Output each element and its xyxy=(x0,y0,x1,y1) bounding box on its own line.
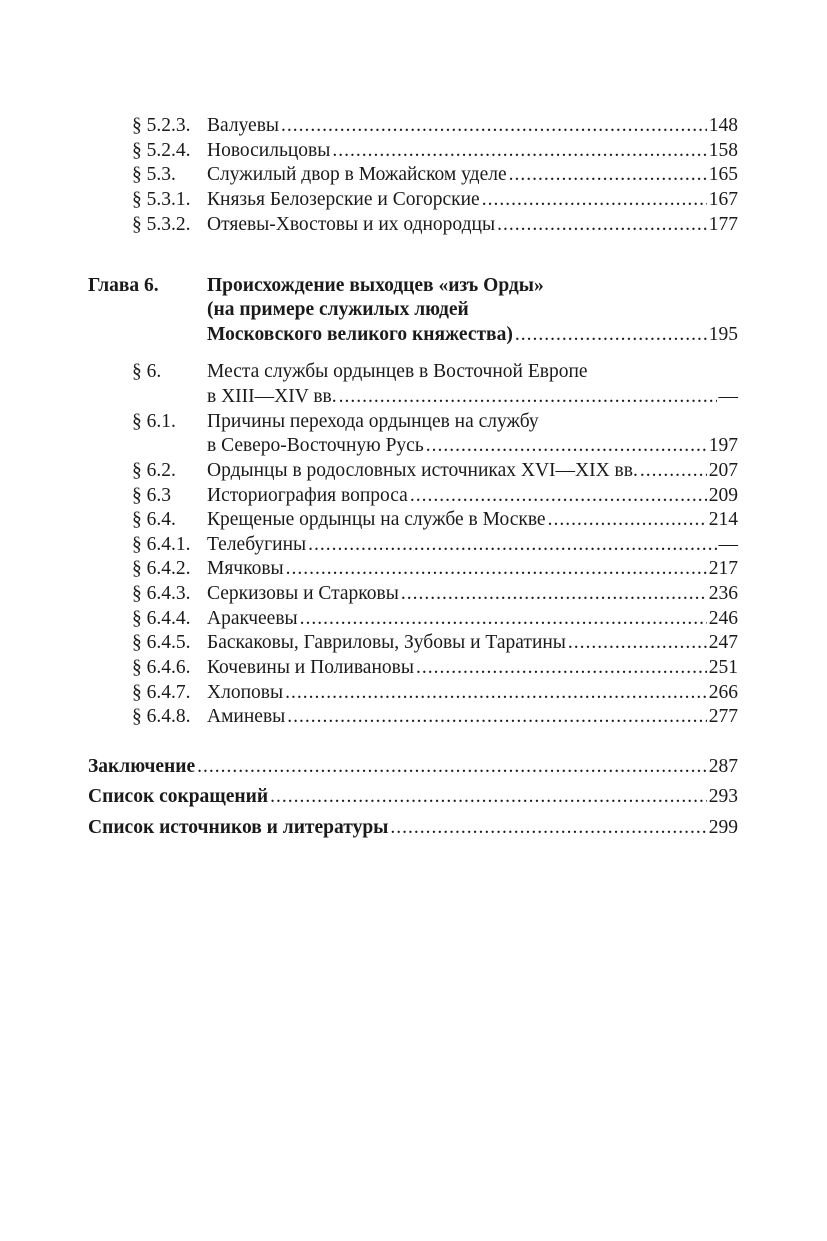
section-number: § 6.4.4. xyxy=(132,608,191,629)
leader-dots xyxy=(197,755,707,779)
leader-dots xyxy=(640,459,707,483)
chapter-title-line: (на примере служилых людей xyxy=(207,299,469,320)
section-number: § 6.4.7. xyxy=(132,682,191,703)
leader-dots xyxy=(497,213,707,237)
leader-dots xyxy=(390,816,706,840)
section-title: Князья Белозерские и Согорские xyxy=(207,189,480,210)
toc-entry xyxy=(88,139,738,163)
section-title: Ордынцы в родословных источниках XVI—XIX вв. xyxy=(207,460,638,481)
section-number: § 5.3.1. xyxy=(132,189,191,210)
section-title: Кочевины и Поливановы xyxy=(207,657,414,678)
page-number: 209 xyxy=(708,485,738,506)
page-number: 299 xyxy=(708,817,738,838)
section-title: Историография вопроса xyxy=(207,485,408,506)
leader-dots xyxy=(482,188,707,212)
page-number: 165 xyxy=(708,164,738,185)
section-number: § 6.1. xyxy=(132,411,176,432)
page-number: 195 xyxy=(708,324,738,345)
page-number: 197 xyxy=(708,435,738,456)
page-number: 247 xyxy=(708,632,738,653)
backmatter-title: Заключение xyxy=(88,756,196,777)
page-number: 251 xyxy=(708,657,738,678)
chapter-title-line: Московского великого княжества) xyxy=(207,324,513,345)
section-number: § 6.4.1. xyxy=(132,534,191,555)
section-number: § 6.3 xyxy=(132,485,171,506)
section-title: Баскаковы, Гавриловы, Зубовы и Таратины xyxy=(207,632,566,653)
section-number: § 6. xyxy=(132,361,162,382)
section-title: Отяевы-Хвостовы и их однородцы xyxy=(207,214,496,235)
toc-entry xyxy=(88,533,738,557)
section-title: в XIII—XIV вв. xyxy=(207,386,337,407)
toc-entry xyxy=(88,434,738,458)
page-number: 158 xyxy=(708,140,738,161)
chapter-heading xyxy=(88,298,738,322)
section-number: § 6.4.2. xyxy=(132,558,191,579)
section-title: Серкизовы и Старковы xyxy=(207,583,399,604)
section-title: Хлоповы xyxy=(207,682,284,703)
toc-entry xyxy=(88,459,738,483)
section-title: Мячковы xyxy=(207,558,284,579)
section-title: Крещеные ордынцы на службе в Москве xyxy=(207,509,546,530)
page-number: 277 xyxy=(708,706,738,727)
toc-entry xyxy=(88,656,738,680)
page-number: 214 xyxy=(708,509,738,530)
leader-dots xyxy=(401,582,707,606)
section-number: § 6.2. xyxy=(132,460,176,481)
leader-dots xyxy=(548,508,707,532)
toc-entry xyxy=(88,681,738,705)
leader-dots xyxy=(410,484,707,508)
leader-dots xyxy=(281,114,707,138)
section-title: Причины перехода ордынцев на службу xyxy=(207,411,539,432)
leader-dots xyxy=(339,385,717,409)
leader-dots xyxy=(270,785,707,809)
section-number: § 6.4.5. xyxy=(132,632,191,653)
backmatter-title: Список сокращений xyxy=(88,786,269,807)
toc-entry xyxy=(88,163,738,187)
toc-backmatter-entry xyxy=(88,755,738,779)
toc-entry xyxy=(88,360,738,384)
toc-entry xyxy=(88,607,738,631)
leader-dots xyxy=(568,631,707,655)
chapter-heading xyxy=(88,323,738,347)
page-number: 148 xyxy=(708,115,738,136)
chapter-heading xyxy=(88,274,738,298)
toc-entry xyxy=(88,557,738,581)
page-number: 217 xyxy=(708,558,738,579)
toc-entry xyxy=(88,705,738,729)
section-number: § 6.4.8. xyxy=(132,706,191,727)
section-number: § 5.2.3. xyxy=(132,115,191,136)
page-number: 167 xyxy=(708,189,738,210)
leader-dots xyxy=(285,681,707,705)
leader-dots xyxy=(426,434,707,458)
section-title: Аракчеевы xyxy=(207,608,298,629)
toc-backmatter-entry xyxy=(88,785,738,809)
section-number: § 5.2.4. xyxy=(132,140,191,161)
toc-entry xyxy=(88,410,738,434)
toc-entry xyxy=(88,213,738,237)
section-title: Служилый двор в Можайском уделе xyxy=(207,164,507,185)
toc-entry xyxy=(88,631,738,655)
toc-entry xyxy=(88,484,738,508)
backmatter-title: Список источников и литературы xyxy=(88,817,389,838)
leader-dots xyxy=(286,557,707,581)
toc-entry xyxy=(88,582,738,606)
toc-entry xyxy=(88,188,738,212)
page-number: 246 xyxy=(708,608,738,629)
toc-entry xyxy=(88,508,738,532)
toc-entry xyxy=(88,114,738,138)
section-title: Места службы ордынцев в Восточной Европе xyxy=(207,361,588,382)
chapter-number: Глава 6. xyxy=(88,275,159,296)
section-number: § 6.4.3. xyxy=(132,583,191,604)
leader-dots xyxy=(416,656,707,680)
page-number: — xyxy=(718,534,738,555)
leader-dots xyxy=(509,163,707,187)
leader-dots xyxy=(515,323,707,347)
section-title: Аминевы xyxy=(207,706,286,727)
section-number: § 6.4. xyxy=(132,509,176,530)
leader-dots xyxy=(332,139,706,163)
leader-dots xyxy=(287,705,706,729)
section-number: § 5.3.2. xyxy=(132,214,191,235)
page-number: 287 xyxy=(708,756,738,777)
toc-entry xyxy=(88,385,738,409)
toc-backmatter-entry xyxy=(88,816,738,840)
section-number: § 5.3. xyxy=(132,164,176,185)
page-number: 266 xyxy=(708,682,738,703)
section-title: в Северо-Восточную Русь xyxy=(207,435,424,456)
section-number: § 6.4.6. xyxy=(132,657,191,678)
section-title: Новосильцовы xyxy=(207,140,331,161)
page-number: 236 xyxy=(708,583,738,604)
page-number: 207 xyxy=(708,460,738,481)
leader-dots xyxy=(308,533,716,557)
chapter-title-line: Происхождение выходцев «изъ Орды» xyxy=(207,275,544,296)
section-title: Телебугины xyxy=(207,534,307,555)
leader-dots xyxy=(300,607,707,631)
page-number: 293 xyxy=(708,786,738,807)
page-number: — xyxy=(718,386,738,407)
section-title: Валуевы xyxy=(207,115,280,136)
page-number: 177 xyxy=(708,214,738,235)
